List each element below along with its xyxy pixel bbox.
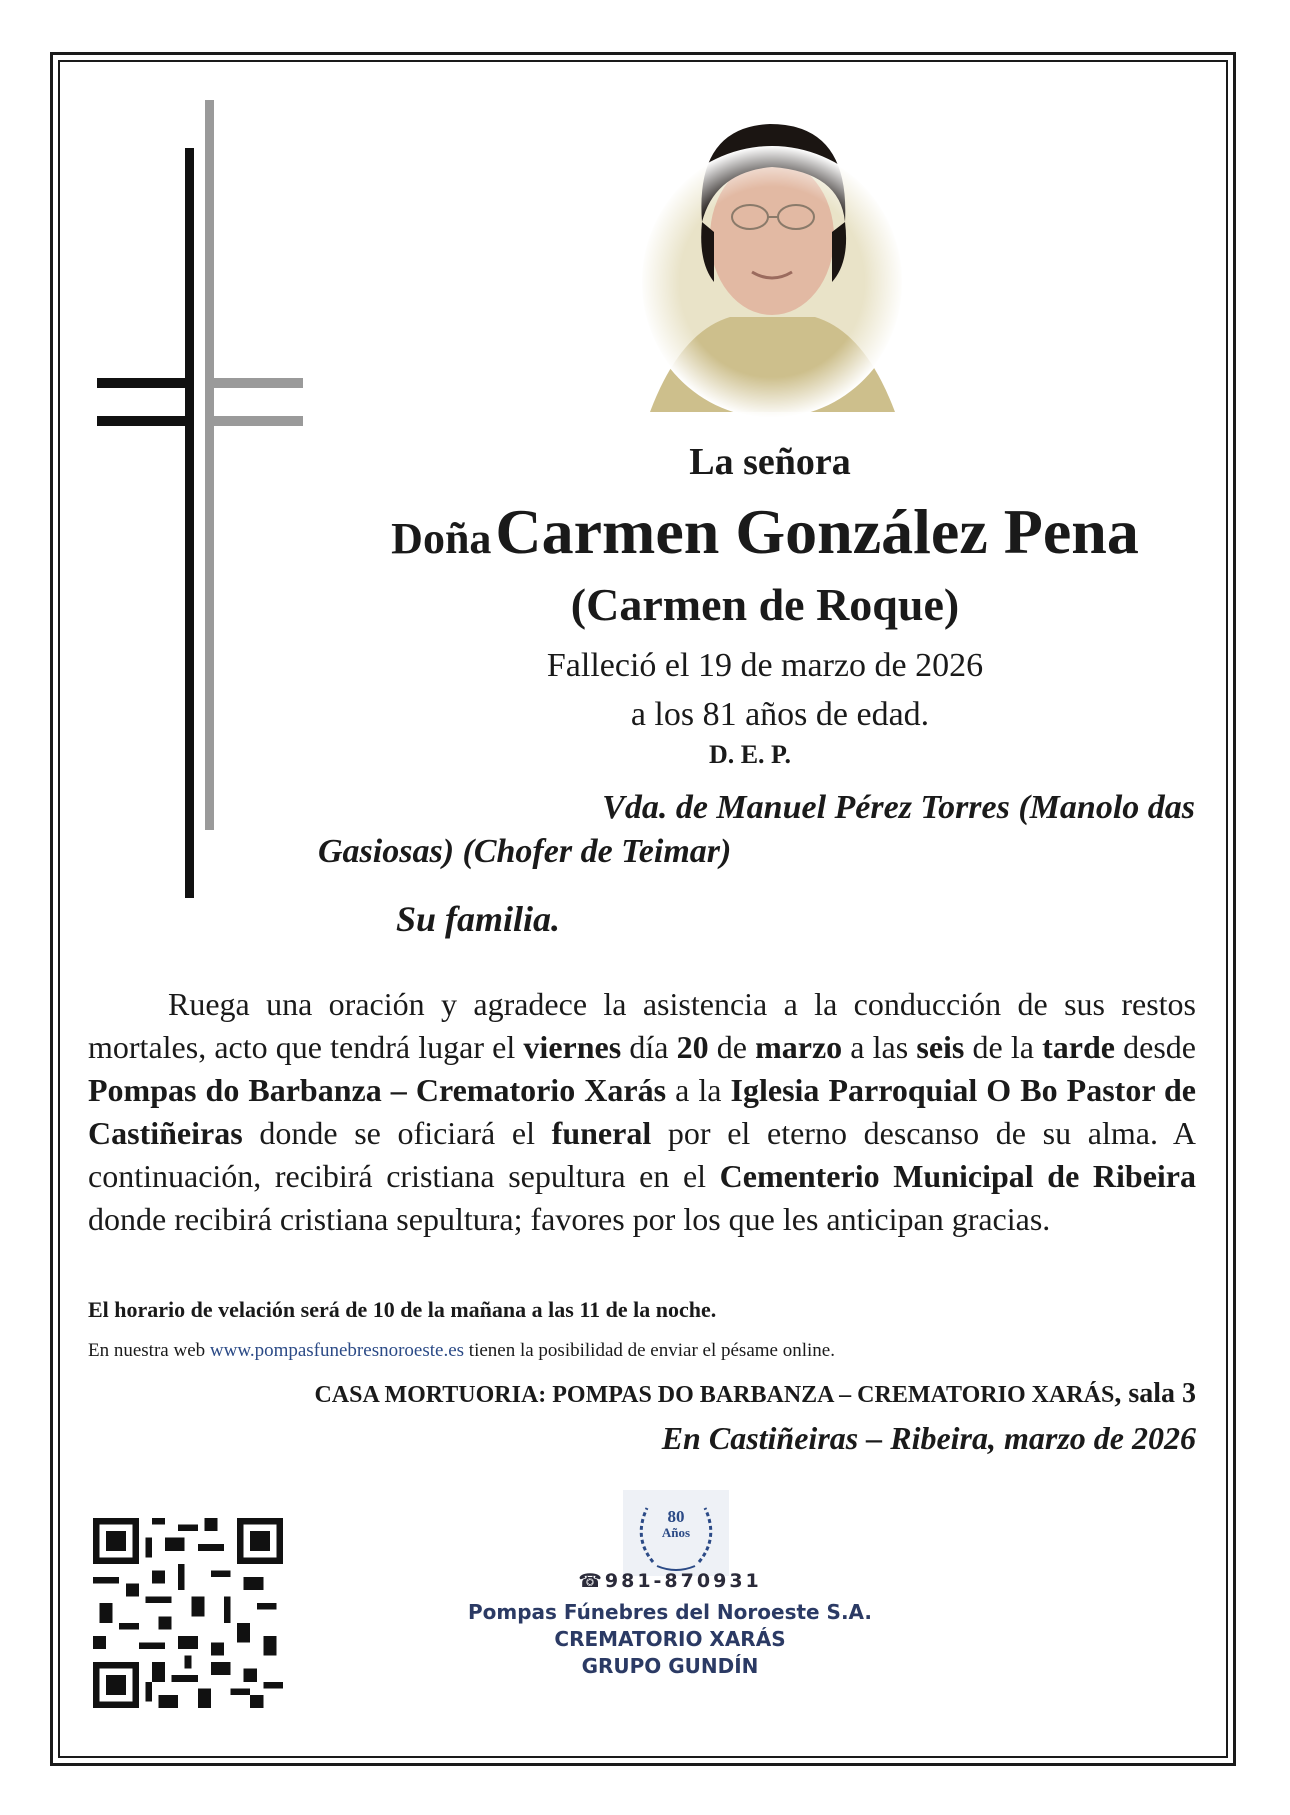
- phone-number: ☎981-870931: [578, 1570, 762, 1592]
- funeral-announcement: Ruega una oración y agradece la asistencia a la conducción de sus restos mortales, acto que tendrá lugar el viernes día 20 de marzo a las seis de la tarde desde Pompas do Barbanza – Crematorio Xarás a la Iglesia Parroquial O Bo Pastor de Castiñeiras donde se oficiará el funeral por el eterno descanso de su alma. A continuación, recibirá cristiana sepultura en el Cementerio Municipal de Ribeira donde recibirá cristiana sepultura; favores por los que les anticipan gracias.: [88, 986, 1197, 1237]
- deceased-name: [300, 495, 1230, 569]
- logo-text: Años: [661, 1525, 691, 1540]
- company-name: Pompas Fúnebres del Noroeste S.A.: [467, 1600, 873, 1624]
- spouse-info: [320, 786, 1195, 874]
- cross-icon: [95, 100, 310, 900]
- website-link[interactable]: www.pompasfunebresnoroeste.es: [209, 1340, 465, 1361]
- phone-icon: ☎: [578, 1570, 605, 1592]
- spouse-line-1: Vda. de Manuel Pérez Torres (Manolo das: [602, 789, 1195, 826]
- company-info: [430, 1599, 910, 1680]
- deceased-photo: [640, 112, 905, 417]
- qr-code[interactable]: [93, 1518, 283, 1708]
- spouse-line-2: Gasiosas) (Chofer de Teimar): [318, 833, 732, 870]
- group-name: GRUPO GUNDÍN: [581, 1654, 759, 1678]
- dep-label: D. E. P.: [708, 740, 792, 769]
- death-date: Falleció el 19 de marzo de 2026: [546, 647, 984, 684]
- title-dona: Doña: [391, 514, 492, 563]
- crematorio-name: CREMATORIO XARÁS: [554, 1627, 786, 1651]
- family-signature: Su familia.: [396, 899, 561, 939]
- wake-schedule: El horario de velación será de 10 de la mañana a las 11 de la noche.: [88, 1297, 717, 1322]
- funeral-home: CASA MORTUORIA: POMPAS DO BARBANZA – CREMATORIO XARÁS, sala 3: [314, 1378, 1196, 1409]
- logo-number: 80: [667, 1507, 685, 1526]
- honorific-label: La señora: [689, 441, 851, 483]
- nickname: (Carmen de Roque): [570, 579, 960, 630]
- place-date: En Castiñeiras – Ribeira, marzo de 2026: [661, 1420, 1196, 1456]
- age: a los 81 años de edad.: [630, 696, 930, 733]
- web-notice: En nuestra web www.pompasfunebresnoroeste.es tienen la posibilidad de enviar el pésame online.: [88, 1340, 835, 1361]
- full-name: Carmen González Pena: [495, 496, 1139, 567]
